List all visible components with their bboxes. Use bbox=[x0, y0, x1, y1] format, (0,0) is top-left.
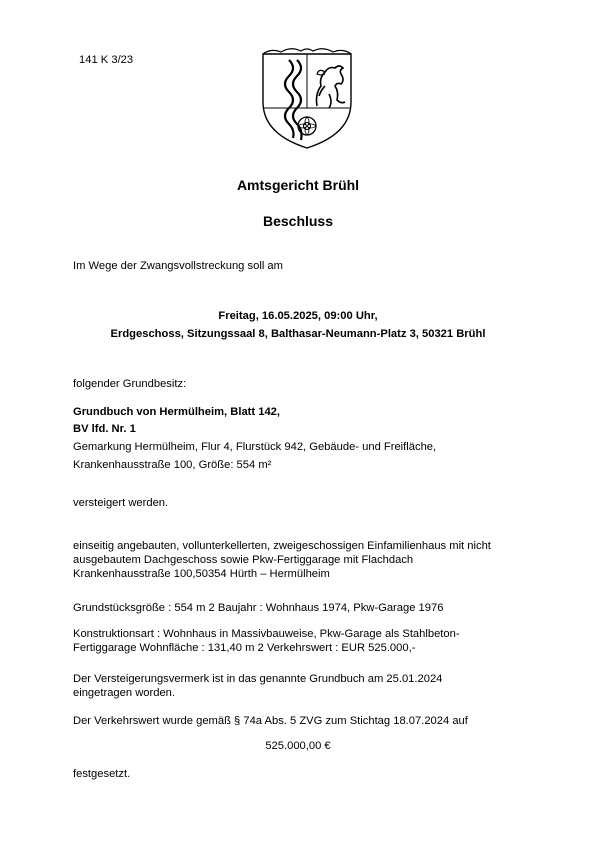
description-line: einseitig angebauten, vollunterkellerten, zweigeschossigen Einfamilienhaus mit nicht bbox=[73, 540, 491, 552]
market-value-amount: 525.000,00 € bbox=[265, 740, 331, 752]
auction-date: Freitag, 16.05.2025, 09:00 Uhr, bbox=[218, 310, 378, 322]
intro-text: Im Wege der Zwangsvollstreckung soll am bbox=[73, 260, 283, 272]
property-description bbox=[73, 539, 491, 581]
closing-text: festgesetzt. bbox=[73, 768, 131, 780]
note-line: eingetragen worden. bbox=[73, 687, 176, 699]
market-value-statement: Der Verkehrswert wurde gemäß § 74a Abs. 5 ZVG zum Stichtag 18.07.2024 auf bbox=[73, 715, 468, 727]
plot-size-build-year: Grundstücksgröße : 554 m 2 Baujahr : Wohnhaus 1974, Pkw-Garage 1976 bbox=[73, 602, 444, 614]
construction-line: Fertiggarage Wohnfläche : 131,40 m 2 Verkehrswert : EUR 525.000,- bbox=[73, 642, 416, 654]
construction-details bbox=[73, 627, 460, 655]
property-address: Krankenhausstraße 100, Größe: 554 m² bbox=[73, 459, 272, 471]
land-register-entry: Grundbuch von Hermülheim, Blatt 142, bbox=[73, 406, 281, 418]
note-line: Der Versteigerungsvermerk ist in das genannte Grundbuch am 25.01.2024 bbox=[73, 673, 443, 685]
case-number: 141 K 3/23 bbox=[79, 54, 134, 66]
construction-line: Konstruktionsart : Wohnhaus in Massivbauweise, Pkw-Garage als Stahlbeton- bbox=[73, 628, 460, 640]
parcel-description: Gemarkung Hermülheim, Flur 4, Flurstück 942, Gebäude- und Freifläche, bbox=[73, 441, 437, 453]
court-name: Amtsgericht Brühl bbox=[236, 177, 360, 193]
description-line: ausgebautem Dachgeschoss sowie Pkw-Fertiggarage mit Flachdach bbox=[73, 554, 414, 566]
coat-of-arms-nrw-icon bbox=[259, 46, 355, 152]
property-label: folgender Grundbesitz: bbox=[73, 378, 187, 390]
auction-statement: versteigert werden. bbox=[73, 497, 169, 509]
document-title: Beschluss bbox=[262, 213, 334, 229]
inventory-number: BV lfd. Nr. 1 bbox=[73, 423, 136, 435]
auction-note bbox=[73, 672, 442, 700]
description-line: Krankenhausstraße 100,50354 Hürth – Hermülheim bbox=[73, 568, 330, 580]
auction-location: Erdgeschoss, Sitzungssaal 8, Balthasar-Neumann-Platz 3, 50321 Brühl bbox=[110, 328, 486, 340]
